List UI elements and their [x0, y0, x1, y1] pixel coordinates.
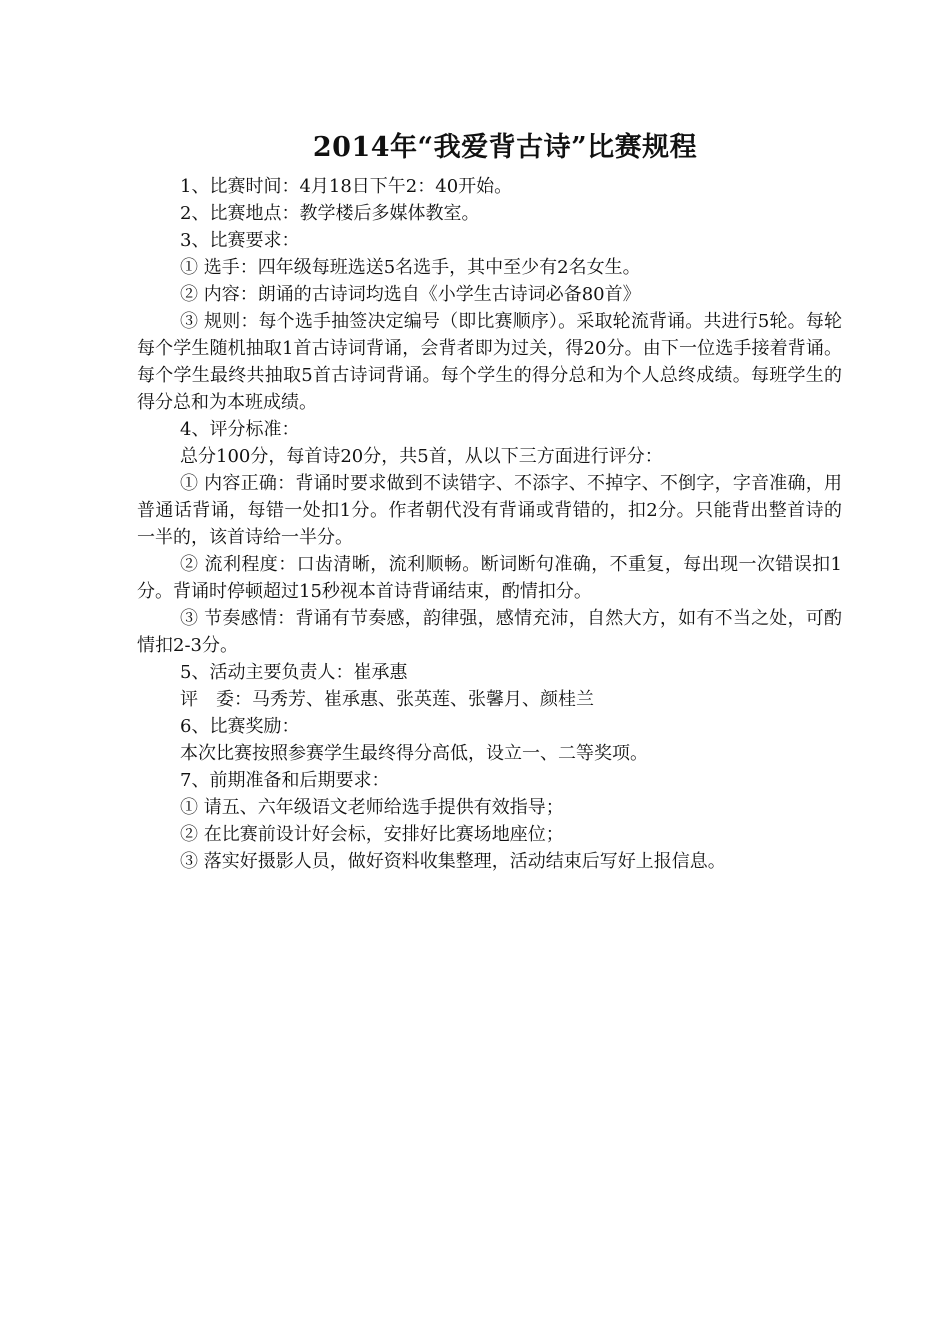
preparation-guidance: ① 请五、六年级语文老师给选手提供有效指导； [180, 797, 564, 818]
item-preparation-heading: 7、前期准备和后期要求： [180, 770, 390, 791]
requirement-content: ② 内容：朗诵的古诗词均选自《小学生古诗词必备80首》 [180, 284, 641, 305]
preparation-banner: ② 在比赛前设计好会标，安排好比赛场地座位； [180, 824, 564, 845]
scoring-accuracy: ① 内容正确：背诵时要求做到不读错字、不添字、不掉字、不倒字，字音准确，用普通话背诵，每错一处扣1分。作者朝代没有背诵或背错的，扣2分。只能背出整首诗的一半的，该首诗给一半分。 [137, 473, 842, 548]
document-title: 2014年“我爱背古诗”比赛规程 [312, 132, 698, 163]
item-requirements-heading: 3、比赛要求： [180, 230, 300, 251]
item-awards-heading: 6、比赛奖励： [180, 716, 300, 737]
item-location: 2、比赛地点：教学楼后多媒体教室。 [180, 203, 480, 224]
item-time: 1、比赛时间：4月18日下午2：40开始。 [180, 176, 513, 197]
requirement-rules: ③ 规则：每个选手抽签决定编号（即比赛顺序）。采取轮流背诵。共进行5轮。每轮每个学生随机抽取1首古诗词背诵，会背者即为过关，得20分。由下一位选手接着背诵。每个学生最终共抽取5首古诗词背诵。每个学生的得分总和为个人总终成绩。每班学生的得分总和为本班成绩。 [137, 311, 842, 413]
item-person-in-charge: 5、活动主要负责人：崔承惠 [180, 662, 408, 683]
scoring-fluency: ② 流利程度：口齿清晰，流利顺畅。断词断句准确，不重复，每出现一次错误扣1分。背诵时停顿超过15秒视本首诗背诵结束，酌情扣分。 [137, 554, 842, 602]
requirement-contestants: ① 选手：四年级每班选送5名选手，其中至少有2名女生。 [180, 257, 641, 278]
scoring-overview: 总分100分，每首诗20分，共5首，从以下三方面进行评分： [180, 446, 663, 467]
item-scoring-heading: 4、评分标准： [180, 419, 300, 440]
awards-description: 本次比赛按照参赛学生最终得分高低，设立一、二等奖项。 [180, 743, 648, 764]
document-body [137, 173, 842, 875]
scoring-rhythm: ③ 节奏感情：背诵有节奏感，韵律强，感情充沛，自然大方，如有不当之处，可酌情扣2-3分。 [137, 608, 842, 656]
judges-line: 评 委：马秀芳、崔承惠、张英莲、张馨月、颜桂兰 [180, 689, 594, 710]
preparation-photography: ③ 落实好摄影人员，做好资料收集整理，活动结束后写好上报信息。 [180, 851, 726, 872]
